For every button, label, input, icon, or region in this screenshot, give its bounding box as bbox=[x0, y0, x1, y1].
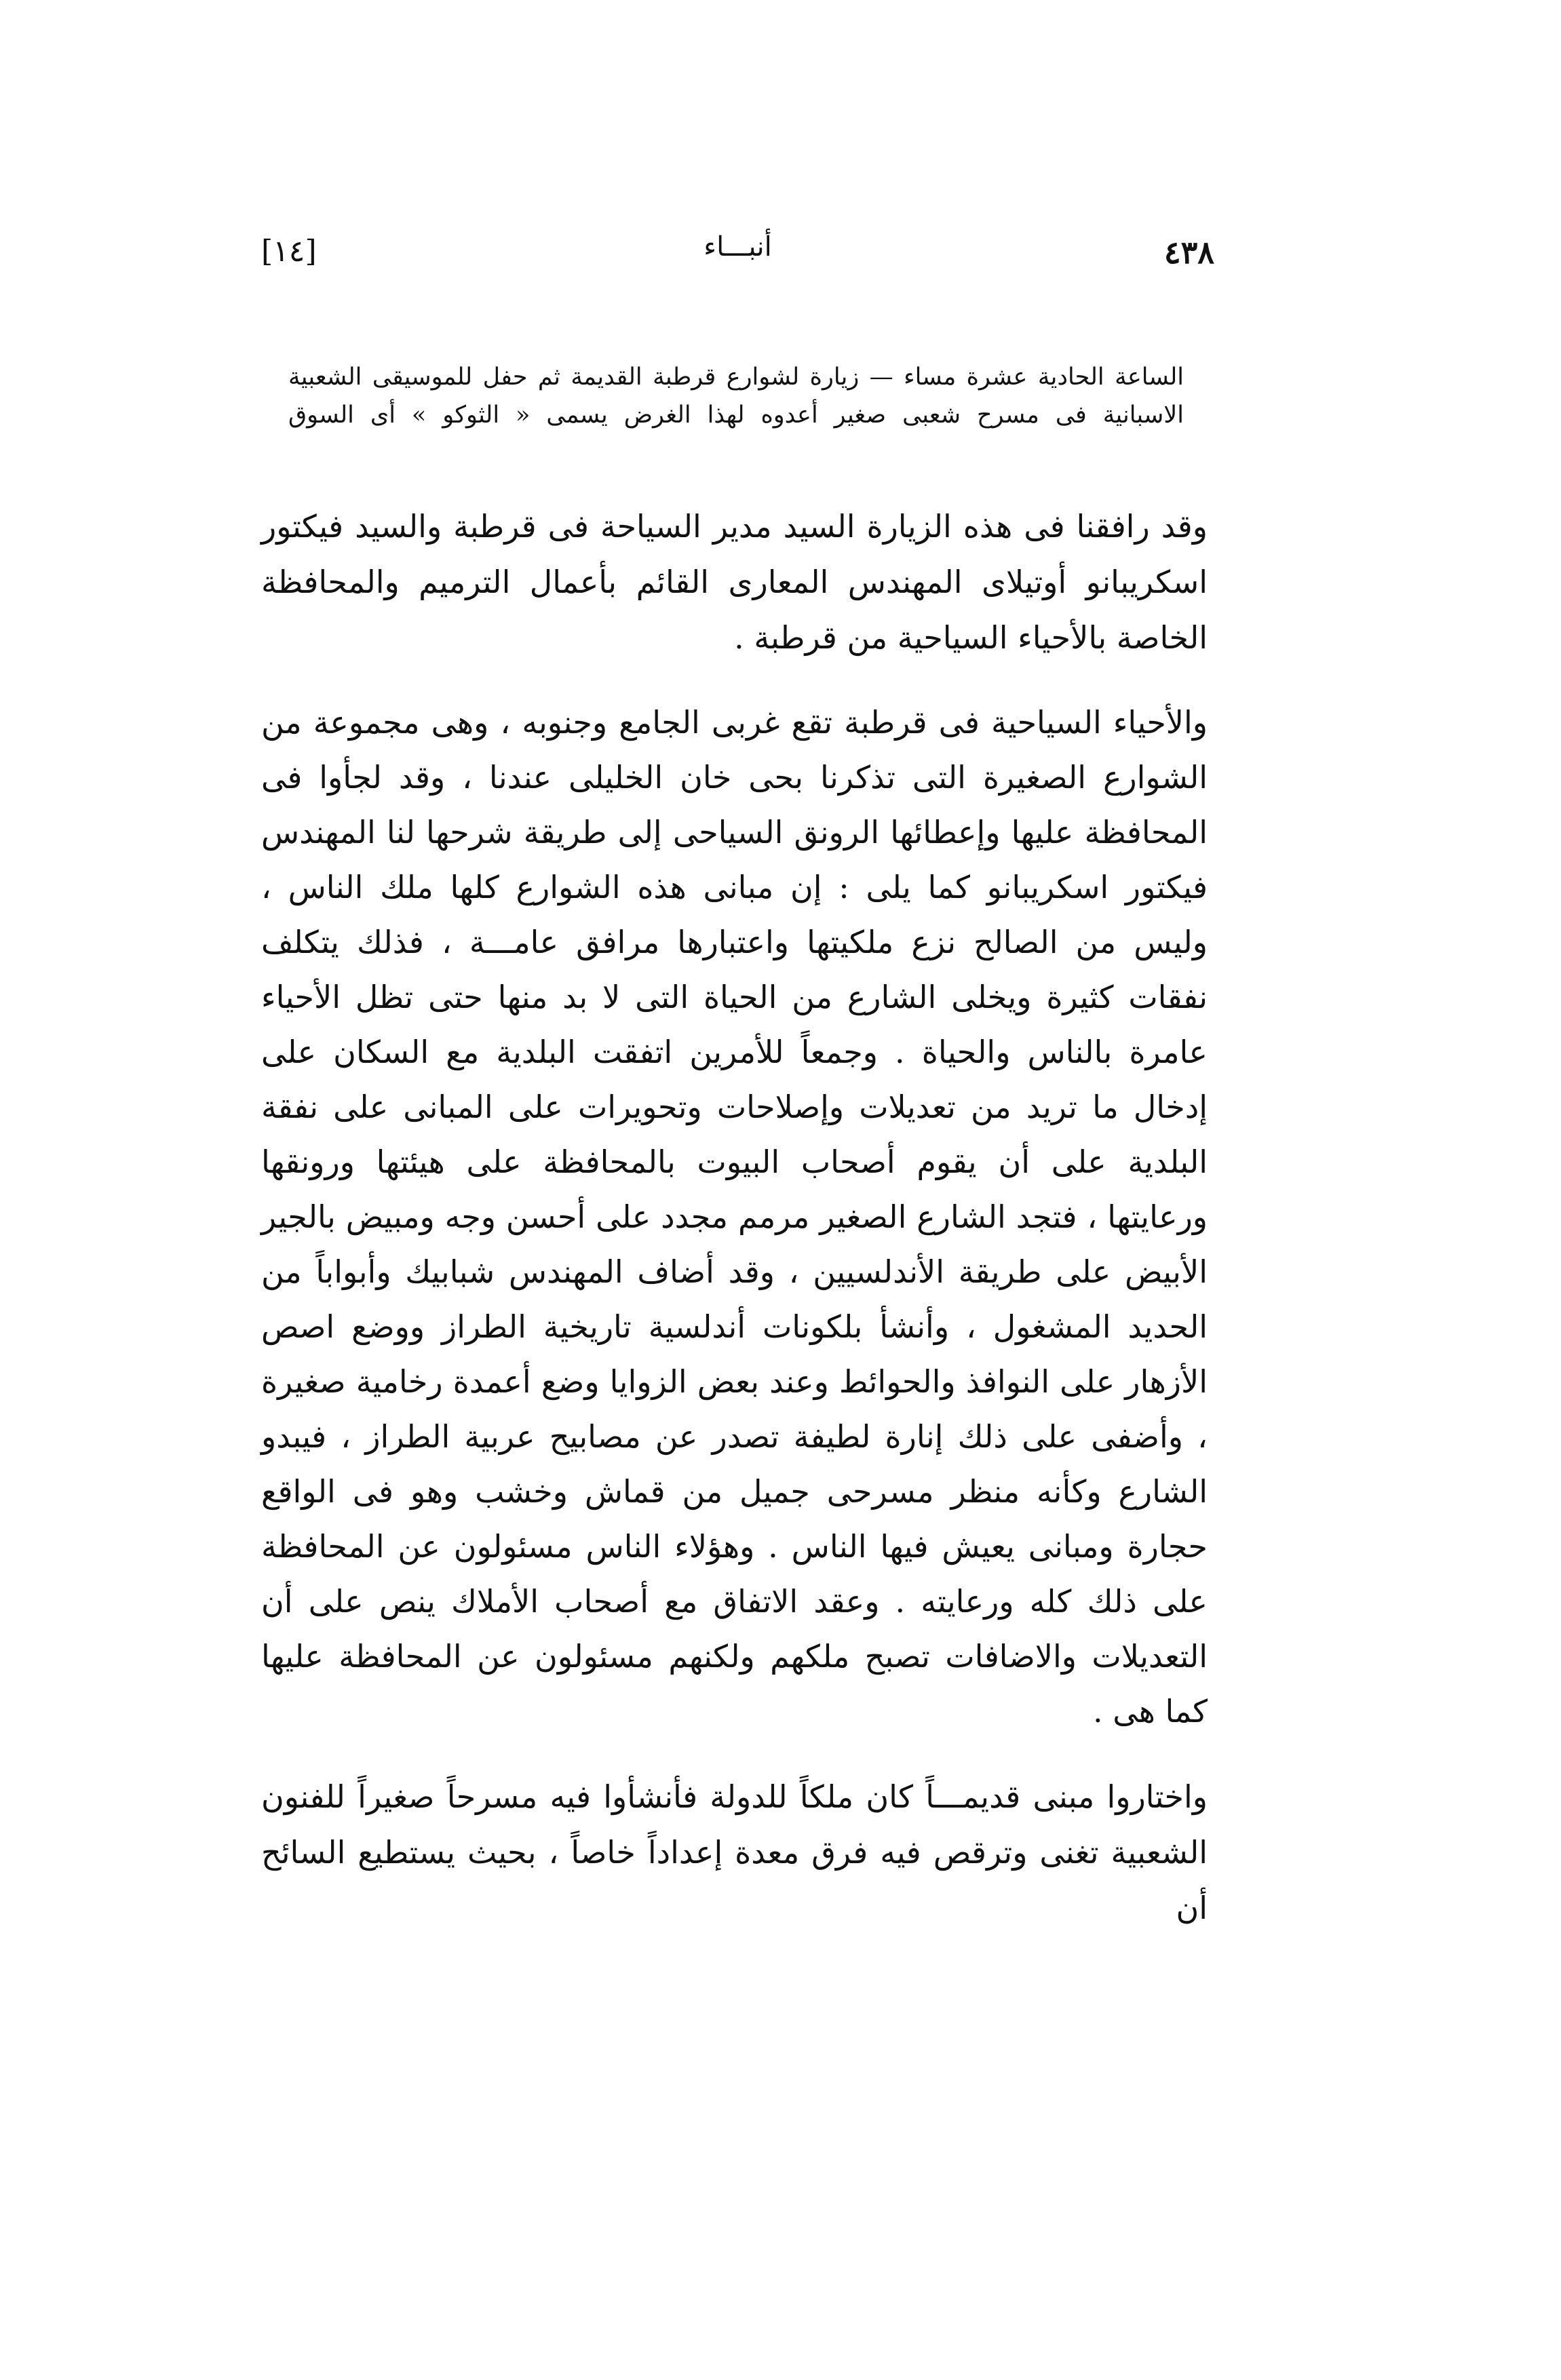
paragraph-1: وقد رافقنا فى هذه الزيارة السيد مدير السياحة فى قرطبة والسيد فيكتور اسكريبانو أوتيلاى المهندس المعارى القائم بأعمال الترميم والمحافظة الخاصة بالأحياء السياحية من قرطبة . bbox=[261, 508, 1208, 656]
running-title: أنبـــاء bbox=[704, 231, 772, 262]
caption-line-2: الاسبانية فى مسرح شعبى صغير أعدوه لهذا الغرض يسمى « الثوكو » أى السوق bbox=[288, 402, 1184, 429]
running-header bbox=[261, 231, 1214, 281]
paragraph-2: والأحياء السياحية فى قرطبة تقع غربى الجامع وجنوبه ، وهى مجموعة من الشوارع الصغيرة التى تذكرنا بحى خان الخليلى عندنا ، وقد لجأوا فى المحافظة عليها وإعطائها الرونق السياحى إلى طريقة شرحها لنا المهندس فيكتور اسكريبانو كما يلى : إن مبانى هذه الشوارع كلها ملك الناس ، وليس من الصالح نزع ملكيتها واعتبارها مرافق عامـــة ، فذلك يتكلف نفقات كثيرة ويخلى الشارع من الحياة التى لا بد منها حتى تظل الأحياء عامرة بالناس والحياة . وجمعاً للأمرين اتفقت البلدية مع السكان على إدخال ما تريد من تعديلات وإصلاحات وتحويرات على المبانى على نفقة البلدية على أن يقوم أصحاب البيوت بالمحافظة على هيئتها ورونقها ورعايتها ، فتجد الشارع الصغير مرمم مجدد على أحسن وجه ومبيض بالجير الأبيض على طريقة الأندلسيين ، وقد أضاف المهندس شبابيك وأبواباً من الحديد المشغول ، وأنشأ بلكونات أندلسية تاريخية الطراز ووضع اصص الأزهار على النوافذ والحوائط وعند بعض الزوايا وضع أعمدة رخامية صغيرة ، وأضفى على ذلك إنارة لطيفة تصدر عن مصابيح عربية الطراز ، فيبدو الشارع وكأنه منظر مسرحى جميل من قماش وخشب وهو فى الواقع حجارة ومبانى يعيش فيها الناس . وهؤلاء الناس مسئولون عن المحافظة على ذلك كله ورعايته . وعقد الاتفاق مع أصحاب الأملاك ينص على أن التعديلات والاضافات تصبح ملكهم ولكنهم مسئولون عن المحافظة عليها كما هى . bbox=[261, 704, 1208, 1730]
photo-caption bbox=[288, 358, 1184, 434]
paragraph-3: واختاروا مبنى قديمـــاً كان ملكاً للدولة فأنشأوا فيه مسرحاً صغيراً للفنون الشعبية تغنى وترقص فيه فرق معدة إعداداً خاصاً ، بحيث يستطيع السائح أن bbox=[261, 1778, 1208, 1926]
caption-line-1: الساعة الحادية عشرة مساء — زيارة لشوارع قرطبة القديمة ثم حفل للموسيقى الشعبية bbox=[288, 364, 1184, 391]
chapter-number: [١٤] bbox=[261, 234, 317, 269]
body-text bbox=[261, 499, 1208, 1966]
page-number: ٤٣٨ bbox=[1163, 234, 1214, 271]
